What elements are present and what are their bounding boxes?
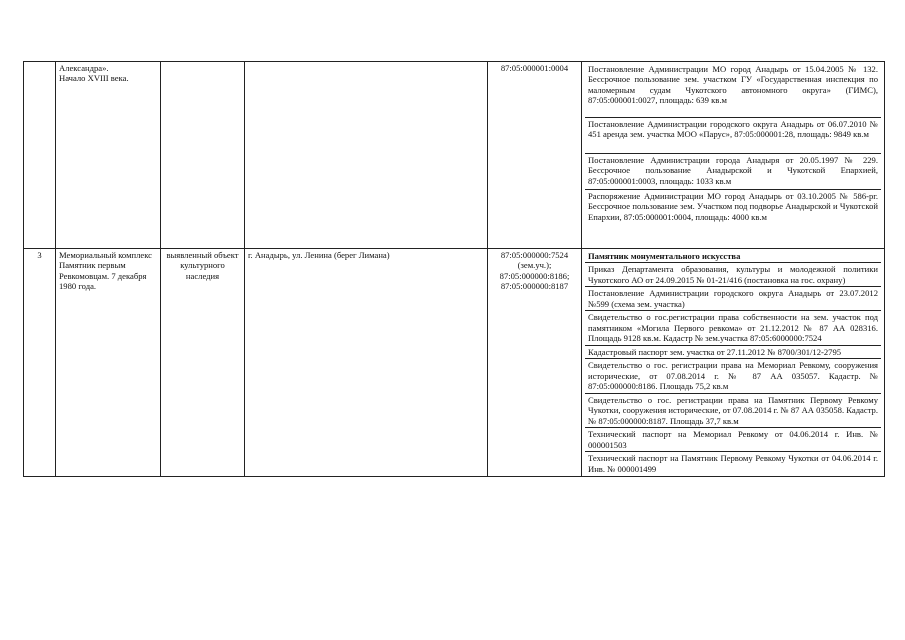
object-status: выявленный объект культурного наследия [161,249,245,477]
row-number [24,62,56,249]
document-entry: Постановление Администрации городского округа Анадырь от 23.07.2012 №599 (схема зем. участка) [585,287,881,311]
document-entry: Технический паспорт на Памятник Первому Ревкому Чукотки от 04.06.2014 г. Инв. № 000001499 [588,453,878,474]
object-address [245,62,488,249]
document-entry: Приказ Департамента образования, культуры и молодежной политики Чукотского АО от 24.09.2015 № 01-21/416 (постановка на гос. охрану) [585,263,881,287]
document-entry: Постановление Администрации МО город Анадырь от 15.04.2005 № 132. Бессрочное пользование зем. участком ГУ «Государственная инспекция по маломерным судам Чукотского автономного округа» (ГИМС), 87:05:000001:0027, площадь: 639 кв.м [585,63,881,118]
object-status [161,62,245,249]
object-address: г. Анадырь, ул. Ленина (берег Лимана) [245,249,488,477]
document-entry: Свидетельство о гос. регистрации права на Памятник Первому Ревкому Чукотки, сооружения исторические, от 07.08.2014 г. № 87 АА 035058. Кадастр. № 87:05:000000:8187. Площадь 37,7 кв.м [585,393,881,427]
documents-cell [582,62,885,249]
document-entry: Распоряжение Администрации МО город Анадырь от 03.10.2005 № 586-рг. Бессрочное пользование зем. Участком под подворье Анадырской и Чукотской Епархии, 87:05:000001:0004, площадь: 4000 кв.м [588,191,878,222]
document-entry: Постановление Администрации городского округа Анадырь от 06.07.2010 № 451 аренда зем. участка МОО «Парус», 87:05:000001:28, площадь: 9849 кв.м [585,118,881,154]
document-entry: Свидетельство о гос.регистрации права собственности на зем. участок под памятником «Могила Первого ревкома» от 21.12.2012 № 87 АА 028316. Площадь 9128 кв.м. Кадастр № зем.участка 87:05:6000000:7524 [585,311,881,345]
documents-cell [582,249,885,477]
cadastral-number: 87:05:000001:0004 [488,62,582,249]
table-row [24,62,885,249]
row-number: 3 [24,249,56,477]
document-entry: Технический паспорт на Мемориал Ревкому от 04.06.2014 г. Инв. № 000001503 [585,428,881,452]
object-name: Мемориальный комплекс Памятник первым Ревкомовцам. 7 декабря 1980 года. [56,249,161,477]
documents-list [585,63,881,234]
cadastral-number: 87:05:000000:7524 (зем.уч.); 87:05:000000:8186; 87:05:000000:8187 [488,249,582,477]
document-entry: Постановление Администрации города Анадыря от 20.05.1997 № 229. Бессрочное пользование Анадырской и Чукотской Епархией, 87:05:000001:0003, площадь: 1033 кв.м [585,154,881,190]
documents-section-heading: Памятник монументального искусства [585,250,881,263]
heritage-register-table [23,61,885,477]
table-row [24,249,885,477]
document-entry: Свидетельство о гос. регистрации права на Мемориал Ревкому, сооружения исторические, от 07.08.2014 г. № 87 АА 035057. Кадастр. № 87:05:000000:8186. Площадь 75,2 кв.м [585,359,881,393]
object-name: Александра». Начало XVIII века. [56,62,161,249]
documents-list [585,250,881,475]
document-entry: Кадастровый паспорт зем. участка от 27.11.2012 № 8700/301/12-2795 [585,345,881,358]
